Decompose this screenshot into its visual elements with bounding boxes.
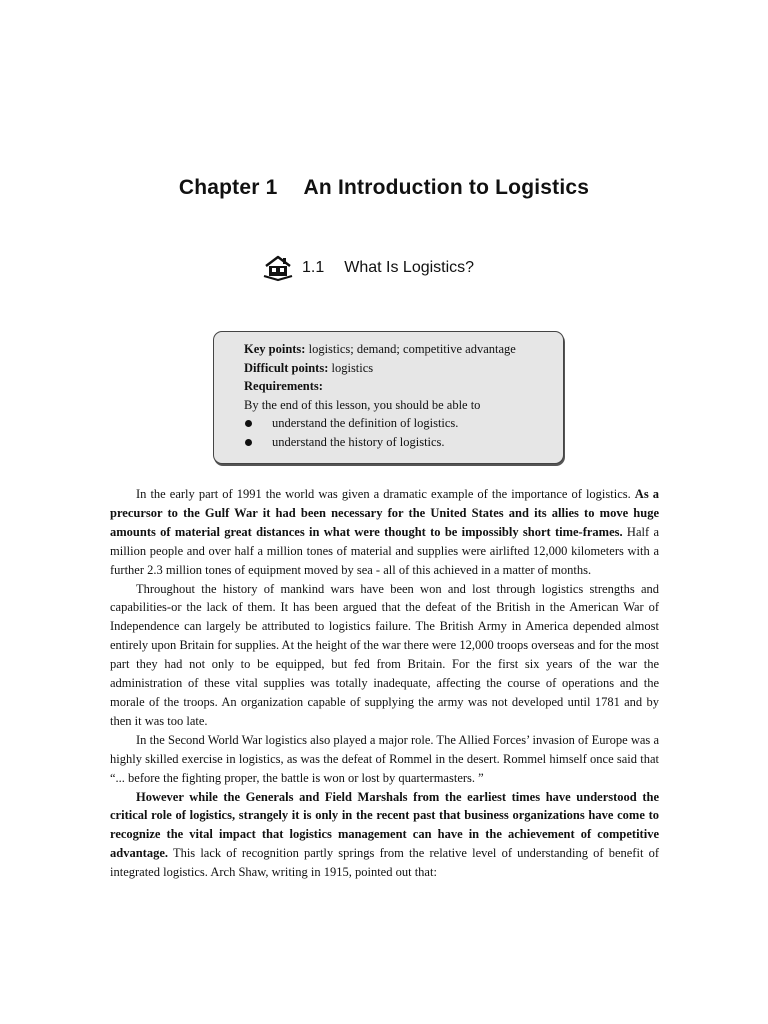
section-number: 1.1	[302, 259, 325, 276]
body-text	[110, 485, 659, 882]
difficult-points-value: logistics	[328, 360, 374, 375]
bullet-item	[244, 414, 563, 433]
paragraph-1-part-c: Half a million people and over half a million tones of material and supplies were airlifted 12,000 kilometers with a further 2.3 million tones of equipment moved by sea - all of this achieved in a matter of months.	[110, 524, 659, 577]
house-icon	[262, 254, 294, 282]
paragraph-1	[110, 485, 659, 580]
paragraph-4-bold: However while the Generals and Field Marshals from the earliest times have understood the critical role of logistics, strangely it is only in the recent past that business organizations have come to recognize the vital impact that logistics management can have in the achievement of competitive advantage.	[110, 789, 659, 861]
key-points-value: logistics; demand; competitive advantage	[305, 342, 516, 356]
bullet-item	[244, 433, 563, 452]
difficult-points-label: Difficult points:	[244, 360, 329, 375]
paragraph-3: In the Second World War logistics also played a major role. The Allied Forces’ invasion of Europe was a highly skilled exercise in logistics, as was the defeat of Rommel in the desert. Rommel himself once said that “... before the fighting proper, the battle is won or lost by quartermasters. ”	[110, 732, 659, 785]
difficult-points-line	[244, 359, 563, 378]
key-points-label: Key points:	[244, 342, 306, 356]
paragraph-2: Throughout the history of mankind wars have been won and lost through logistics strengths and capabilities-or the lack of them. It has been argued that the defeat of the British in the American War of Independence can largely be attributed to logistics failure. The British Army in America depended almost entirely upon Britain for supplies. At the height of the war there were 12,000 troops overseas and for the most part they had not only to be equipped, but fed from Britain. For the first six years of the war the administration of these vital supplies was totally inadequate, affecting the course of operations and the morale of the troops. An organization capable of supplying the army was not developed until 1781 and by then it was too late.	[110, 581, 659, 728]
bullet-dot-icon	[245, 439, 252, 446]
bullet-dot-icon	[245, 420, 252, 427]
paragraph-4-part-b: This lack of recognition partly springs from the relative level of understanding of benefit of integrated logistics. Arch Shaw, writing in 1915, pointed out that:	[110, 846, 659, 880]
requirements-line	[244, 377, 563, 396]
requirements-label: Requirements:	[244, 379, 323, 394]
key-points-line	[244, 340, 563, 359]
requirements-intro: By the end of this lesson, you should be able to	[244, 397, 481, 412]
paragraph-1-part-a: In the early part of 1991 the world was given a dramatic example of the importance of logistics.	[136, 487, 635, 501]
chapter-title	[0, 176, 768, 200]
paragraph-1-bold: As a precursor to the Gulf War it had been necessary for the United States and its allies to move huge amounts of material great distances in what were thought to be impossibly short time-frames.	[110, 487, 659, 539]
paragraph-4	[110, 788, 659, 883]
bullet-text: understand the history of logistics.	[272, 434, 445, 449]
key-points-box	[213, 331, 564, 464]
section-heading	[262, 254, 474, 282]
bullet-text: understand the definition of logistics.	[272, 416, 459, 431]
section-title: What Is Logistics?	[344, 259, 475, 276]
chapter-label: Chapter 1	[178, 176, 278, 199]
chapter-name: An Introduction to Logistics	[303, 176, 590, 199]
